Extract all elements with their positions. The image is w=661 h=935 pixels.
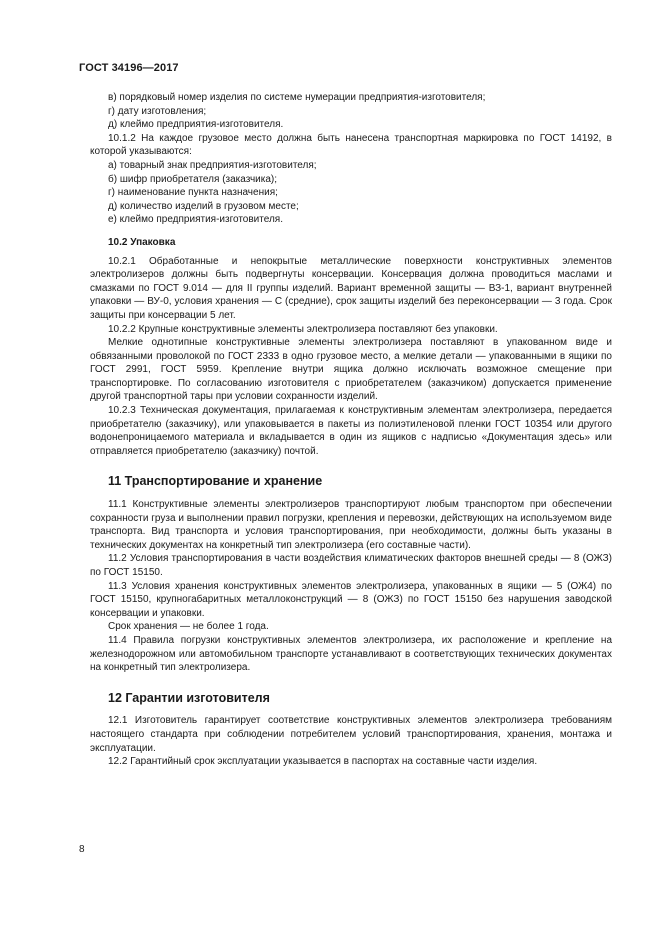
paragraph: Мелкие однотипные конструктивные элементы электролизера поставляют в упакованном виде и обвязанными проволокой по ГОСТ 2333 в одно грузовое место, а мелкие детали — упакованными в ящики по ГОСТ 2991, ГОСТ 5959. Крепление внутри ящика должно исключать возможное смещение при транспортировке. По согласованию изготовителя с приобретателем (заказчиком) допускается применение другой транспортной тары при условии сохранности изделий. (90, 337, 612, 403)
section-heading-warranty: 12 Гарантии изготовителя (108, 690, 270, 705)
document-header: ГОСТ 34196—2017 (79, 62, 179, 74)
paragraph-10-2-1: 10.2.1 Обработанные и непокрытые металлические поверхности конструктивных элементов электролизеров должны быть подвергнуты консервации. Консервация должна проводиться маслами и смазками по ГОСТ 9.014 — для II группы изделий. Вариант временной защиты — ВЗ-1, вариант внутренней упаковки — ВУ-0, условия хранения — С (средние), срок защиты изделий без переконсервации — 3 года. Срок защиты при консервации 5 лет. (90, 255, 612, 321)
paragraph-11-3: 11.3 Условия хранения конструктивных элементов электролизера, упакованных в ящики — 5 (ОЖ4) по ГОСТ 15150, крупногабаритных металлоконструкций — 8 (ОЖЗ) по ГОСТ 15150 без нарушения заводской консервации и упаковки. (90, 580, 612, 619)
subsection-heading-packaging: 10.2 Упаковка (108, 236, 176, 248)
section-heading-transport: 11 Транспортирование и хранение (108, 474, 323, 489)
paragraph-11-2: 11.2 Условия транспортирования в части воздействия климатических факторов внешней среды — 8 (ОЖЗ) по ГОСТ 15150. (90, 553, 612, 578)
paragraph-12-1: 12.1 Изготовитель гарантирует соответствие конструктивных элементов электролизера требованиям настоящего стандарта при соблюдении потребителем условий транспортирования, хранения, монтажа и эксплуатации. (90, 715, 612, 754)
page-content (90, 91, 612, 769)
paragraph-10-2-3: 10.2.3 Техническая документация, прилагаемая к конструктивным элементам электролизера, передается приобретателю (заказчику), или упаковывается в пакеты из полиэтиленовой пленки ГОСТ 10354 или другого водонепроницаемого материала и вкладывается в один из ящиков с надписью «Документация здесь» или отправляется приобретателю (заказчику) почтой. (90, 405, 612, 457)
paragraph: Срок хранения — не более 1 года. (108, 621, 269, 633)
paragraph-12-2: 12.2 Гарантийный срок эксплуатации указывается в паспортах на составные части изделия. (108, 756, 538, 768)
paragraph-10-2-2: 10.2.2 Крупные конструктивные элементы электролизера поставляют без упаковки. (108, 323, 498, 335)
list-item: б) шифр приобретателя (заказчика); (108, 173, 278, 185)
paragraph-10-1-2: 10.1.2 На каждое грузовое место должна быть нанесена транспортная маркировка по ГОСТ 14192, в которой указываются: (90, 132, 612, 158)
list-item: е) клеймо предприятия-изготовителя. (108, 214, 283, 226)
paragraph-11-1: 11.1 Конструктивные элементы электролизеров транспортируют любым транспортом при обеспечении сохранности груза и выполнении правил погрузки, крепления и перевозки, действующих на используемом виде транспорта. Вид транспорта и условия транспортирования, при необходимости, должны быть указаны в технических документах на конкретный тип электролизера (его составные части). (90, 499, 612, 551)
list-item: а) товарный знак предприятия-изготовителя; (108, 159, 317, 171)
page-number: 8 (79, 844, 85, 855)
list-item: г) наименование пункта назначения; (108, 187, 278, 199)
paragraph-11-4: 11.4 Правила погрузки конструктивных элементов электролизера, их расположение и крепление на железнодорожном или автомобильном транспорте устанавливают в соответствующих технических документах на конкретный тип электролизера. (90, 634, 612, 674)
list-item: в) порядковый номер изделия по системе нумерации предприятия-изготовителя; (108, 92, 486, 103)
list-item: д) клеймо предприятия-изготовителя. (108, 119, 284, 131)
list-item: г) дату изготовления; (108, 105, 207, 117)
list-item: д) количество изделий в грузовом месте; (108, 200, 299, 212)
